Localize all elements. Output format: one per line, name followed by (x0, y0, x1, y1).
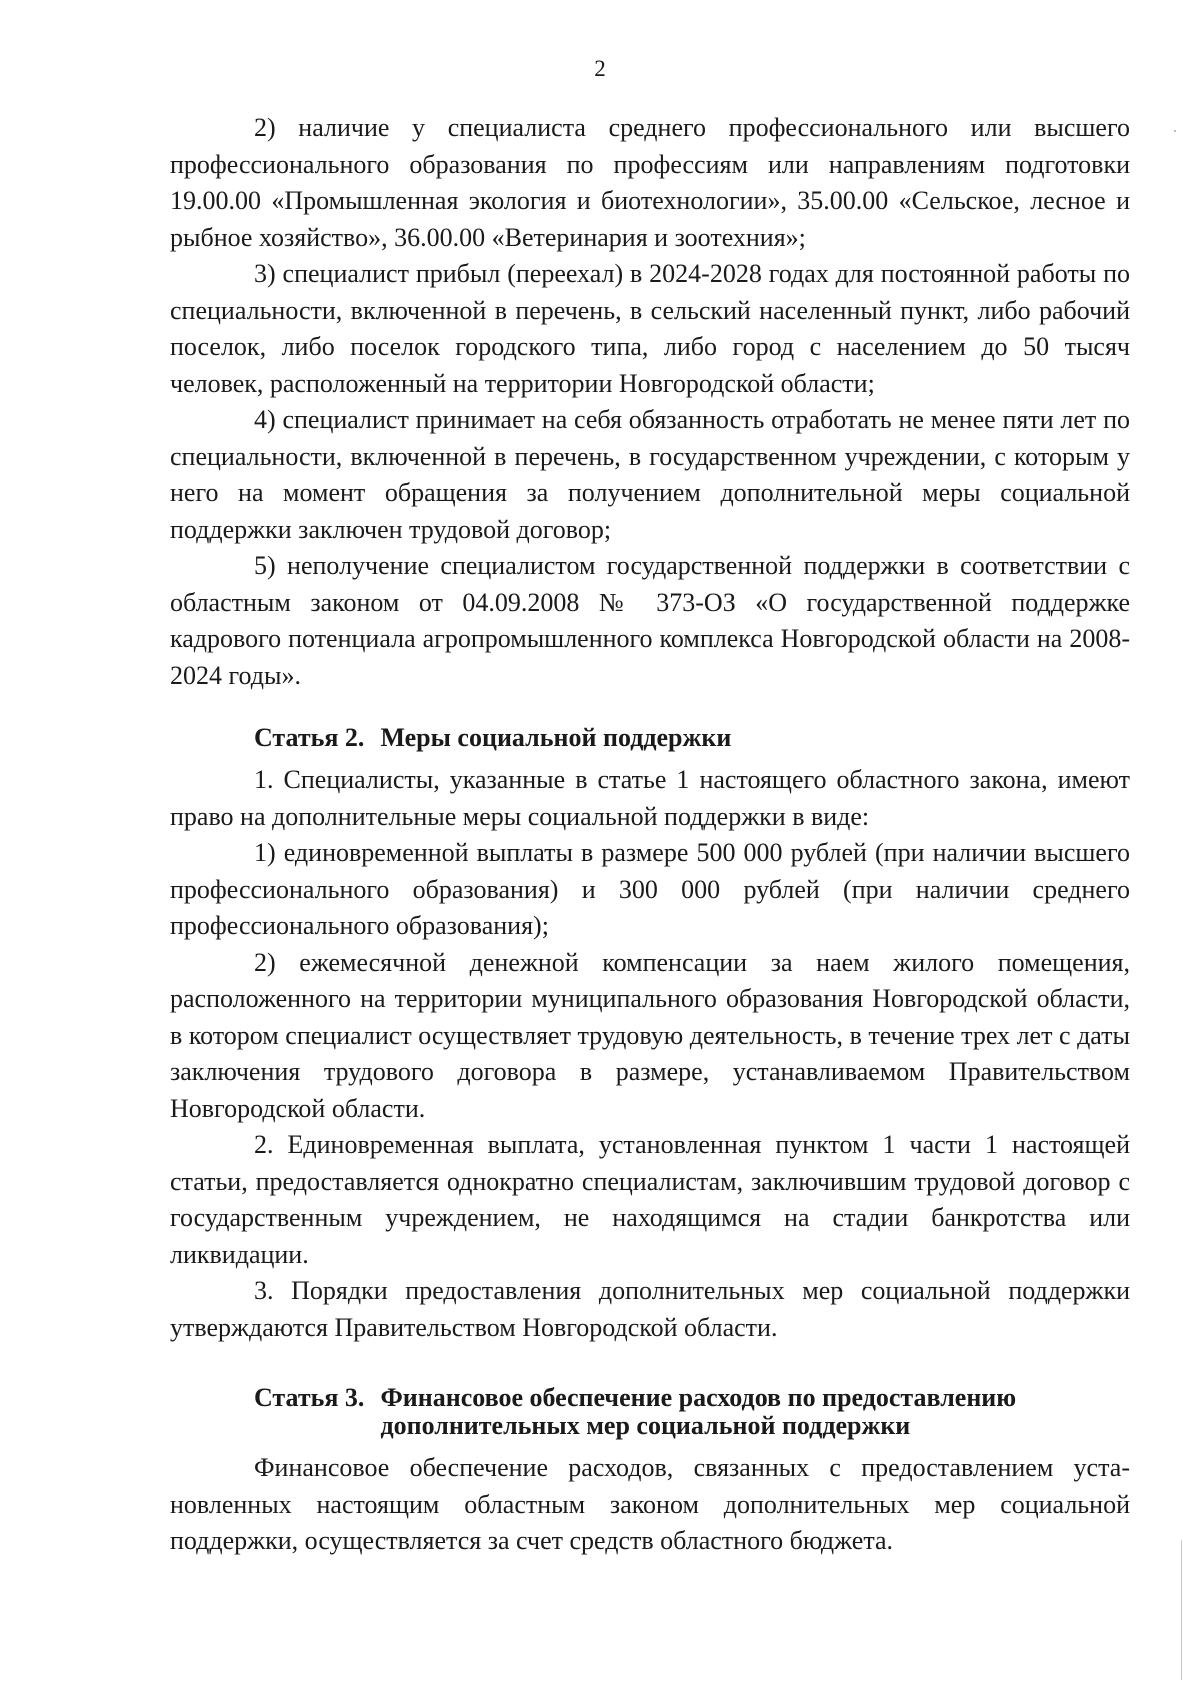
article-3-paragraph-1: Финансовое обеспечение расходов, связанных с предоставлением установленных настоящим областным законом дополнительных мер социальной поддержки, осуществляется за счет средств областного бюджета. (170, 1453, 1130, 1555)
article-3-title (380, 1384, 1016, 1440)
page-number: 2 (594, 56, 606, 81)
document-body (170, 110, 1130, 1560)
article-2-paragraph-3: 3. Порядки предоставления дополнительных мер социальной поддержки утверждаются Правительством Новгородской области. (170, 1276, 1130, 1342)
article-3-title-line-1: Финансовое обеспечение расходов по предоставлению (380, 1383, 1017, 1412)
article-2-paragraph-2: 2. Единовременная выплата, установленная пунктом 1 части 1 настоящей статьи, предоставляется однократно специалистам, заключившим трудовой договор с государственным учреждением, не находящимся на стадии банкротства или ликвидации. (170, 1130, 1130, 1269)
article-3-number: Статья 3. (254, 1383, 365, 1412)
article-2-title: Меры социальной поддержки (380, 723, 732, 752)
scan-artifact-dot (1174, 130, 1176, 132)
article-2-paragraph-1: 1. Специалисты, указанные в статье 1 настоящего областного закона, имеют право на дополнительные меры социальной поддержки в виде: (170, 765, 1130, 831)
article-2-heading (254, 724, 1130, 752)
article-2-paragraph-1-1: 1) единовременной выплаты в размере 500 000 рублей (при наличии высшего профессионального образования) и 300 000 рублей (при наличии среднего профессионального образования); (170, 838, 1130, 940)
article-2-number: Статья 2. (254, 723, 365, 752)
scan-artifact-line (1181, 1540, 1182, 1680)
paragraph-condition-5: 5) неполучение специалистом государственной поддержки в соответствии с областным законом от 04.09.2008 № 373-ОЗ «О государственной поддержке кадрового потенциала агропромышленного комплекса Новгородской области на 2008-2024 годы». (170, 551, 1130, 690)
paragraph-condition-4: 4) специалист принимает на себя обязанность отработать не менее пяти лет по специальности, включенной в перечень, в государственном учреждении, с которым у него на момент обращения за получением дополнительной меры социальной поддержки заключен трудовой договор; (170, 405, 1130, 544)
article-3-heading (254, 1384, 1130, 1440)
paragraph-condition-3: 3) специалист прибыл (переехал) в 2024-2028 годах для постоянной работы по специальности, включенной в перечень, в сельский населенный пункт, либо рабочий поселок, либо поселок городского типа, либо город с населением до 50 тысяч человек, расположенный на территории Новгородской области; (170, 259, 1130, 398)
paragraph-condition-2: 2) наличие у специалиста среднего профессионального или высшего профессионального образования по профессиям или направлениям подготовки 19.00.00 «Промышленная экология и биотехнологии», 35.00.00 «Сельское, лесное и рыбное хозяйство», 36.00.00 «Ветеринария и зоотехния»; (170, 113, 1130, 252)
article-3-title-line-2: дополнительных мер социальной поддержки (380, 1411, 911, 1440)
article-2-paragraph-1-2: 2) ежемесячной денежной компенсации за наем жилого помещения, расположенного на территории муниципального образования Новгородской области, в котором специалист осуществляет трудовую деятельность, в течение трех лет с даты заключения трудового договора в размере, устанавливаемом Правительством Новгородской области. (170, 947, 1130, 1123)
